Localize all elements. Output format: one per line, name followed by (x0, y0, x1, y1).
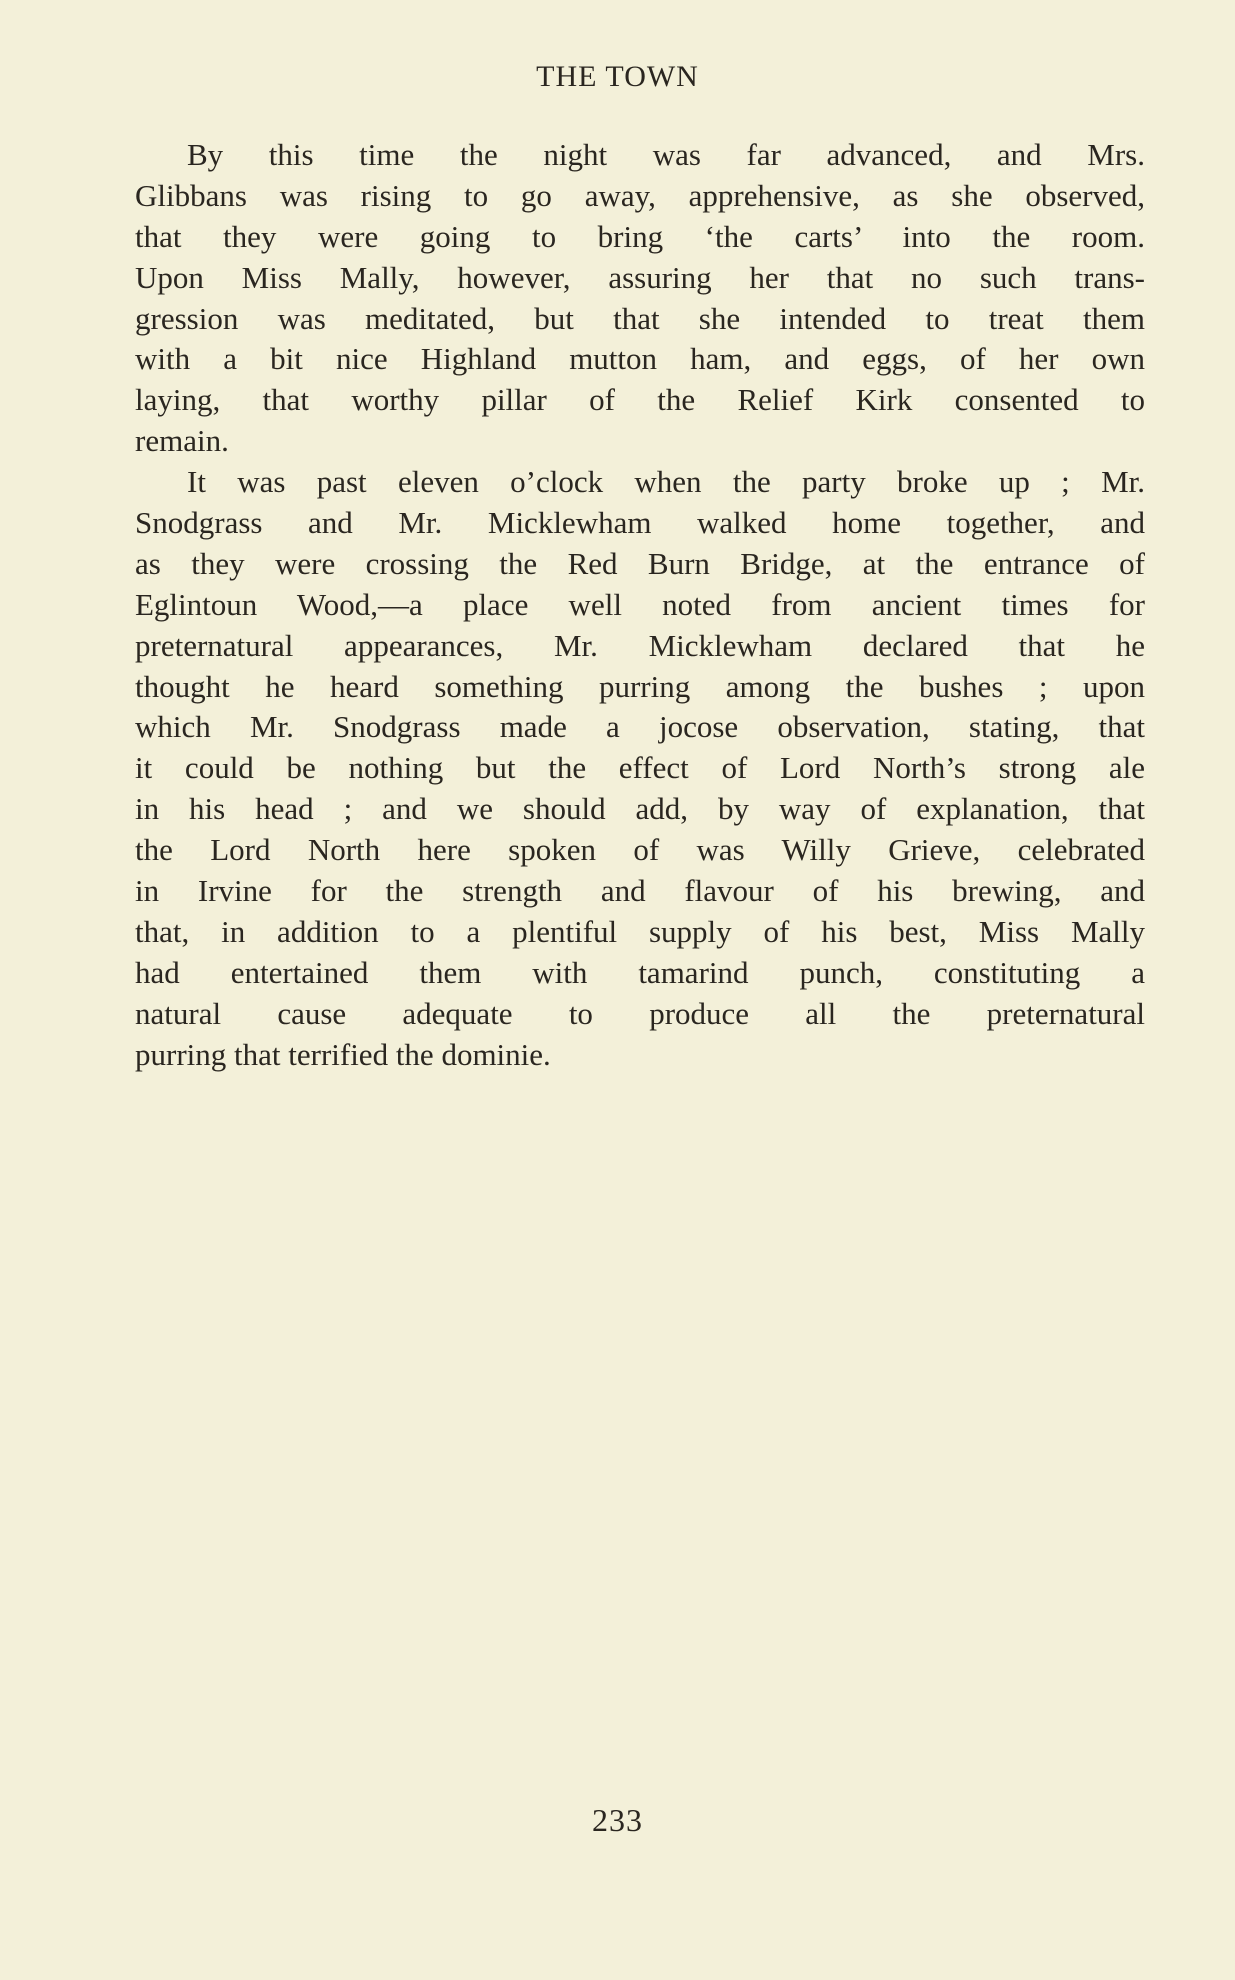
text-line: natural cause adequate to produce all the preternatural (135, 995, 1145, 1031)
text-line: with a bit nice Highland mutton ham, and eggs, of her own (135, 341, 1145, 377)
text-line: Glibbans was rising to go away, apprehensive, as she observed, (135, 177, 1145, 213)
text-line: in Irvine for the strength and flavour of his brewing, and (135, 873, 1145, 909)
text-line: thought he heard something purring among the bushes ; upon (135, 668, 1145, 704)
running-head: THE TOWN (536, 60, 699, 93)
text-line: that they were going to bring ‘the carts’ into the room. (135, 218, 1145, 254)
text-line: as they were crossing the Red Burn Bridge, at the entrance of (135, 545, 1145, 581)
text-line: which Mr. Snodgrass made a jocose observation, stating, that (135, 709, 1145, 745)
text-line: the Lord North here spoken of was Willy Grieve, celebrated (135, 832, 1145, 868)
text-line: gression was meditated, but that she intended to treat them (135, 300, 1145, 336)
body-text (135, 135, 1145, 1075)
text-line: Eglintoun Wood,—a place well noted from ancient times for (135, 586, 1145, 622)
text-line: in his head ; and we should add, by way of explanation, that (135, 791, 1145, 827)
text-line: had entertained them with tamarind punch, constituting a (135, 954, 1145, 990)
text-line: laying, that worthy pillar of the Relief Kirk consented to (135, 382, 1145, 418)
text-line: It was past eleven o’clock when the party broke up ; Mr. (187, 464, 1145, 500)
text-line: purring that terrified the dominie. (135, 1036, 551, 1072)
text-line: Snodgrass and Mr. Micklewham walked home together, and (135, 505, 1145, 541)
text-line: Upon Miss Mally, however, assuring her that no such trans- (135, 259, 1145, 295)
text-line: By this time the night was far advanced, and Mrs. (187, 137, 1145, 172)
paragraph-2 (135, 462, 1145, 1075)
paragraph-1 (135, 135, 1145, 462)
text-line: preternatural appearances, Mr. Micklewham declared that he (135, 627, 1145, 663)
text-line: remain. (135, 423, 229, 459)
page-number: 233 (592, 1802, 643, 1838)
text-line: that, in addition to a plentiful supply of his best, Miss Mally (135, 913, 1145, 949)
text-line: it could be nothing but the effect of Lord North’s strong ale (135, 750, 1145, 786)
